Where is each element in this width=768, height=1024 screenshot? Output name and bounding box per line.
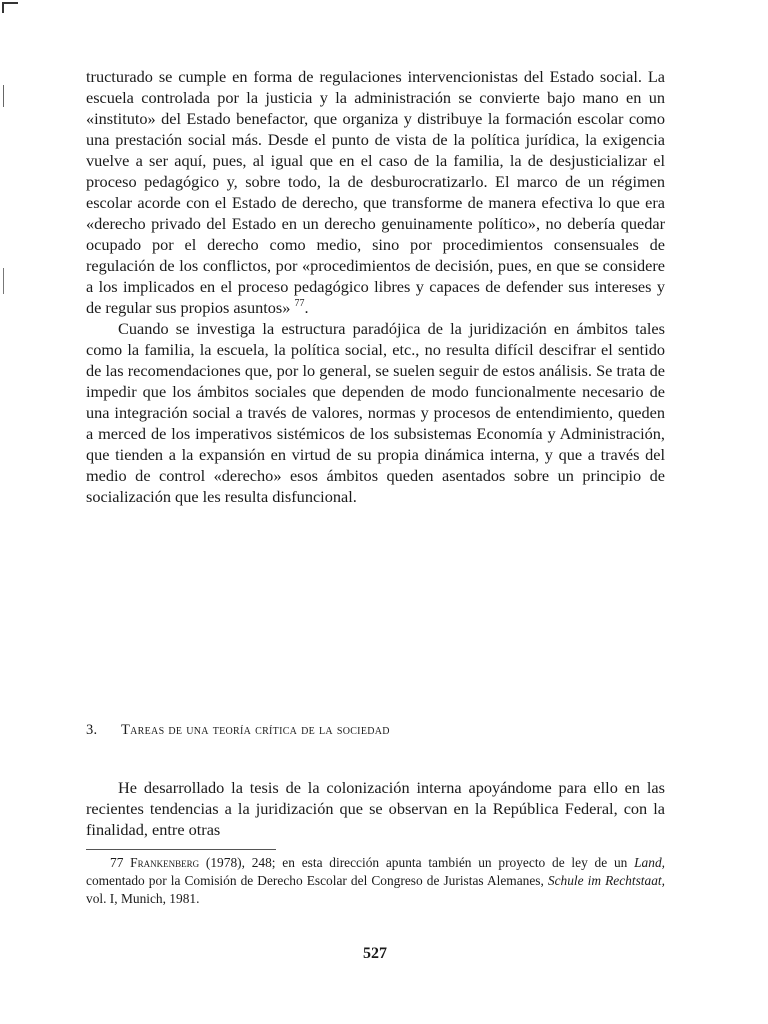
section-heading [86,720,665,740]
scan-corner-mark [2,2,18,13]
paragraph-text: tructurado se cumple en forma de regulaciones intervencionistas del Estado social. La escuela controlada por la justicia y la administración se convierte bajo mano en un «instituto» del Estado benefactor, que organiza y distribuye la formación escolar como una prestación social más. Desde el punto de vista de la política jurídica, la exigencia vuelve a ser aquí, pues, al igual que en el caso de la familia, la de desjusticializar el proceso pedagógico y, sobre todo, la de desburocratizarlo. El marco de un régimen escolar acorde con el Estado de derecho, que transforme de manera efectiva lo que era «derecho privado del Estado en un derecho genuinamente político», no debería quedar ocupado por el derecho como medio, sino por procedimientos consensuales de regulación de los conflictos, por «procedimientos de decisión, pues, en que se considere a los implicados en el proceso pedagógico libres y capaces de defender sus intereses y de regular sus propios asuntos» [86,67,665,317]
footnote-text: vol. I, Munich, 1981. [86,891,200,907]
scan-edge-mark [3,268,4,294]
page-number: 527 [363,945,387,962]
paragraph-end: . [304,298,309,317]
footnote [86,854,665,909]
footnote-reference: 77 [294,298,305,309]
scan-edge-mark [3,85,4,107]
section-title: Tareas de una teoría crítica de la sociedad [121,722,390,738]
section-number: 3. [86,722,98,738]
footnote-land: Land, [634,855,665,870]
footnote-text: (1978), 248; en esta dirección apunta también un proyecto de ley de un [199,855,635,870]
main-text [86,66,665,507]
footnote-text: comentado por la Comisión de Derecho Escolar del Congreso de Juristas Alemanes, [86,873,548,889]
footnote-separator [86,849,276,850]
paragraph-continued [86,66,665,318]
paragraph: He desarrollado la tesis de la colonización interna apoyándome para ello en las recientes tendencias a la juridización que se observan en la República Federal, con la finalidad, entre otras [86,778,665,839]
footnote-number: 77 [110,855,124,870]
paragraph: Cuando se investiga la estructura paradójica de la juridización en ámbitos tales como la familia, la escuela, la política social, etc., no resulta difícil descifrar el sentido de las recomendaciones que, por lo general, se suelen seguir de estos análisis. Se trata de impedir que los ámbitos sociales que dependen de modo funcionalmente necesario de una integración social a través de valores, normas y procesos de entendimiento, queden a merced de los imperativos sistémicos de los subsistemas Economía y Administración, que tienden a la expansión en virtud de su propia dinámica interna, y que a través del medio de control «derecho» esos ámbitos queden asentados sobre un principio de socialización que les resulta disfuncional. [86,319,665,506]
footnote-author: Frankenberg [130,855,200,870]
footnote-book-title: Schule im Rechtstaat, [547,873,665,889]
